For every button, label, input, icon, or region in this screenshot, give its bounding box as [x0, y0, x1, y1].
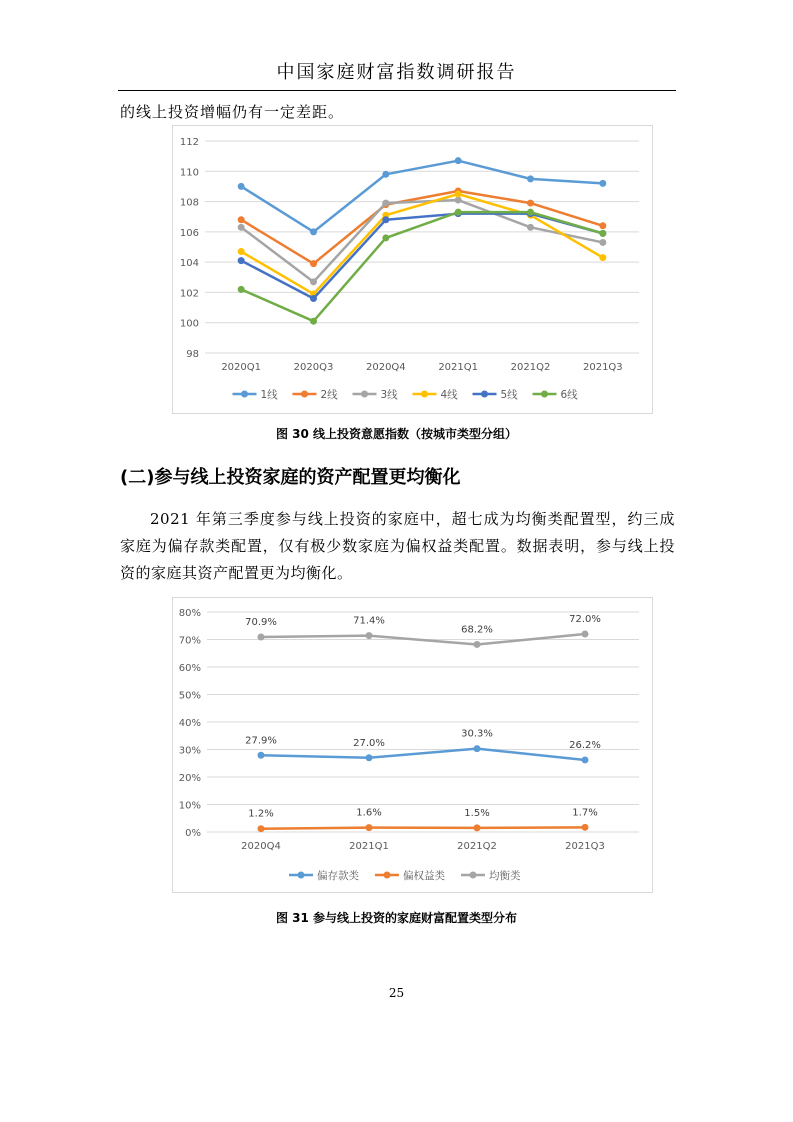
- data-point: [455, 157, 462, 164]
- data-point: [474, 745, 481, 752]
- data-point: [599, 254, 606, 261]
- header-rule: [118, 90, 676, 91]
- data-label: 1.5%: [464, 807, 490, 819]
- y-tick-label: 104: [179, 258, 199, 270]
- y-tick-label: 108: [179, 197, 199, 209]
- legend-marker: [481, 391, 488, 398]
- legend-label: 5线: [500, 389, 518, 401]
- data-point: [366, 754, 373, 761]
- y-tick-label: 20%: [178, 773, 201, 784]
- x-tick-label: 2020Q4: [365, 362, 406, 373]
- x-tick-label: 2021Q1: [438, 362, 479, 373]
- legend-marker: [298, 872, 305, 879]
- data-label: 68.2%: [461, 624, 493, 636]
- data-point: [366, 632, 373, 639]
- section-heading: (二)参与线上投资家庭的资产配置更均衡化: [120, 467, 461, 488]
- series-line-2: [261, 827, 585, 828]
- data-point: [258, 634, 265, 641]
- data-point: [599, 239, 606, 246]
- data-point: [474, 641, 481, 648]
- legend-marker: [384, 872, 391, 879]
- data-point: [238, 286, 245, 293]
- series-line-3: [241, 200, 603, 282]
- legend-marker: [241, 391, 248, 398]
- data-point: [238, 216, 245, 223]
- legend-marker: [301, 391, 308, 398]
- legend-label: 偏存款类: [317, 870, 359, 882]
- data-point: [582, 631, 589, 638]
- data-point: [310, 278, 317, 285]
- data-point: [238, 224, 245, 231]
- data-point: [310, 295, 317, 302]
- legend-label: 6线: [560, 389, 578, 401]
- x-tick-label: 2021Q3: [565, 841, 605, 852]
- legend-marker: [541, 391, 548, 398]
- data-point: [455, 197, 462, 204]
- data-point: [582, 756, 589, 763]
- data-label: 1.2%: [248, 808, 274, 820]
- data-point: [599, 180, 606, 187]
- data-point: [238, 248, 245, 255]
- section-paragraph: 2021 年第三季度参与线上投资的家庭中，超七成为均衡类配置型，约三成家庭为偏存款类配置，仅有极少数家庭为偏权益类配置。数据表明，参与线上投资的家庭其资产配置更为均衡化。: [120, 510, 675, 582]
- data-point: [238, 183, 245, 190]
- page-header-title: 中国家庭财富指数调研报告: [276, 62, 517, 83]
- data-point: [382, 216, 389, 223]
- y-tick-label: 10%: [178, 800, 201, 812]
- figure31-line-chart: [173, 598, 652, 892]
- y-tick-label: 106: [179, 227, 199, 239]
- y-tick-label: 98: [186, 349, 199, 360]
- data-point: [527, 209, 534, 216]
- figure30-caption: 图 30 线上投资意愿指数（按城市类型分组）: [275, 427, 518, 441]
- y-tick-label: 50%: [178, 690, 201, 702]
- x-tick-label: 2020Q4: [241, 841, 281, 852]
- data-label: 1.6%: [356, 807, 382, 819]
- legend-label: 1线: [260, 389, 278, 401]
- figure30-line-chart: [173, 126, 652, 413]
- data-point: [382, 171, 389, 178]
- figure31-chart-frame: [172, 597, 653, 893]
- figure30-chart-frame: [172, 125, 653, 414]
- x-tick-label: 2020Q3: [293, 362, 334, 373]
- data-point: [310, 228, 317, 235]
- data-point: [382, 234, 389, 241]
- data-point: [599, 230, 606, 237]
- data-label: 30.3%: [461, 728, 493, 740]
- y-tick-label: 70%: [178, 635, 201, 647]
- legend-label: 均衡类: [489, 870, 521, 882]
- legend-label: 偏权益类: [403, 870, 445, 882]
- data-point: [582, 824, 589, 831]
- y-tick-label: 40%: [178, 718, 201, 729]
- data-point: [474, 824, 481, 831]
- data-label: 27.9%: [245, 735, 277, 747]
- data-point: [366, 824, 373, 831]
- legend-marker: [361, 391, 368, 398]
- y-tick-label: 112: [179, 137, 199, 148]
- data-point: [527, 224, 534, 231]
- x-tick-label: 2021Q2: [457, 841, 497, 852]
- page-number: 25: [388, 986, 405, 1000]
- x-tick-label: 2021Q3: [582, 362, 623, 373]
- data-label: 71.4%: [353, 615, 385, 627]
- legend-marker: [421, 391, 428, 398]
- figure31-caption: 图 31 参与线上投资的家庭财富配置类型分布: [275, 911, 518, 925]
- y-tick-label: 30%: [178, 745, 201, 757]
- y-tick-label: 110: [179, 167, 199, 179]
- legend-label: 4线: [440, 389, 458, 401]
- y-tick-label: 60%: [178, 663, 201, 674]
- data-point: [599, 222, 606, 229]
- series-line-1: [261, 749, 585, 760]
- data-label: 70.9%: [245, 617, 277, 629]
- y-tick-label: 80%: [178, 608, 201, 619]
- y-tick-label: 100: [179, 318, 199, 330]
- legend-label: 2线: [320, 389, 338, 401]
- data-point: [238, 257, 245, 264]
- x-tick-label: 2021Q1: [349, 841, 389, 852]
- data-point: [527, 200, 534, 207]
- data-label: 72.0%: [569, 614, 601, 625]
- x-tick-label: 2020Q1: [221, 362, 262, 373]
- data-point: [258, 825, 265, 832]
- intro-text: 的线上投资增幅仍有一定差距。: [120, 103, 345, 121]
- data-point: [310, 318, 317, 325]
- y-tick-label: 102: [179, 288, 199, 300]
- data-point: [527, 175, 534, 182]
- data-label: 26.2%: [569, 739, 601, 751]
- data-point: [382, 200, 389, 207]
- legend-label: 3线: [380, 389, 398, 401]
- y-tick-label: 0%: [185, 828, 201, 839]
- legend-marker: [470, 872, 477, 879]
- data-label: 27.0%: [353, 737, 385, 749]
- data-label: 1.7%: [572, 807, 598, 819]
- data-point: [455, 191, 462, 198]
- data-point: [455, 209, 462, 216]
- x-tick-label: 2021Q2: [510, 362, 551, 373]
- data-point: [310, 260, 317, 267]
- data-point: [258, 752, 265, 759]
